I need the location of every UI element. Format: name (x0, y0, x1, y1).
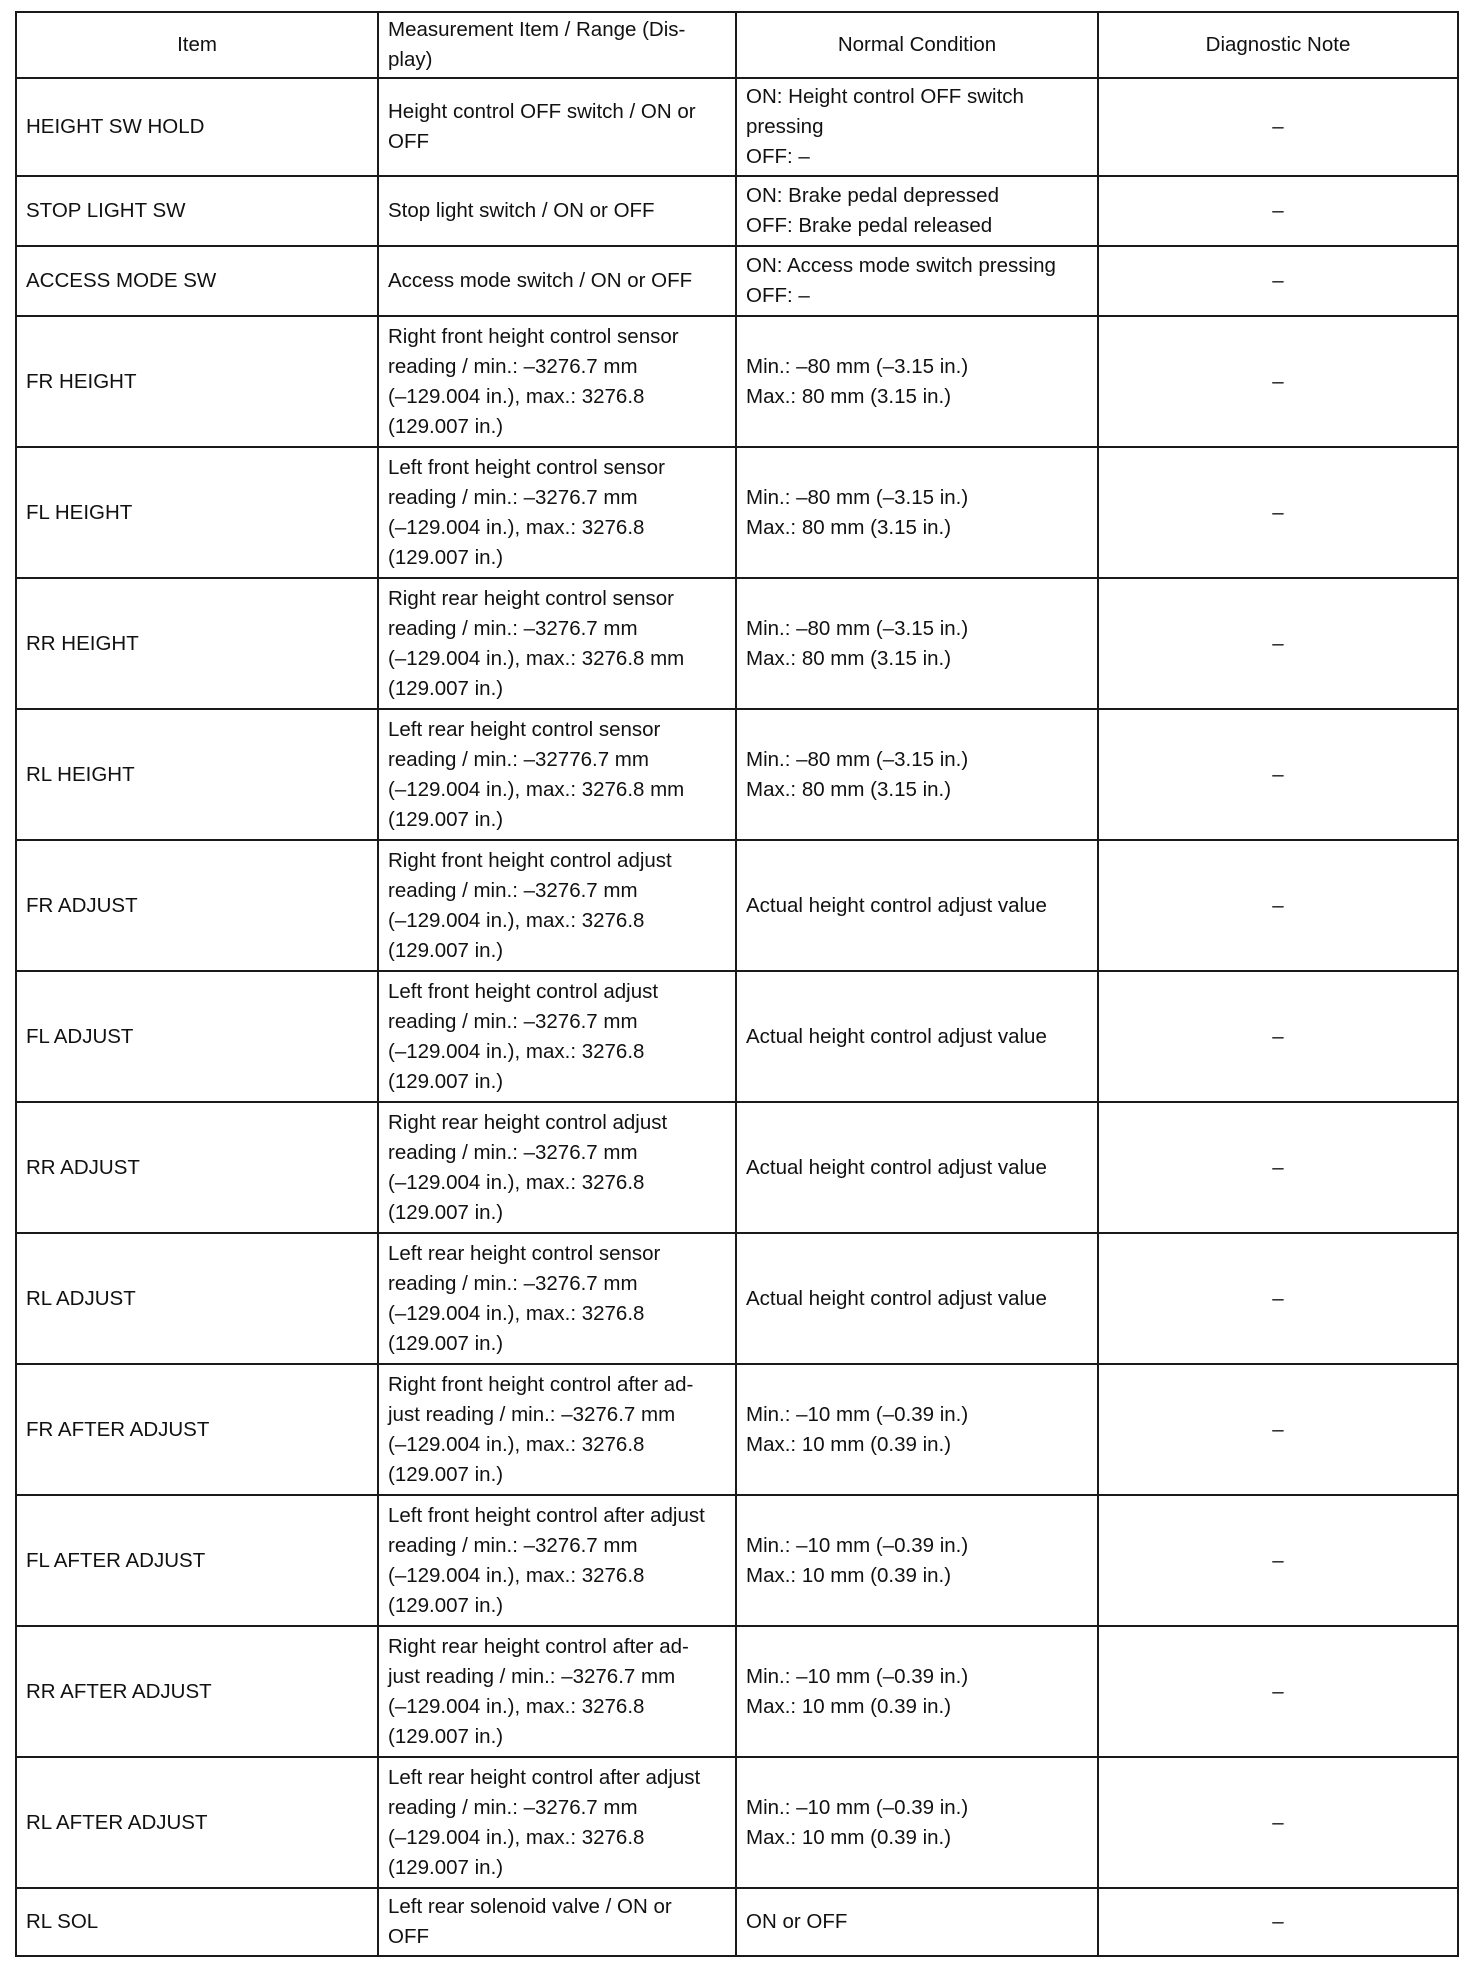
cell-measurement-range: Left rear height control sensor reading / min.: –3276.7 mm (–129.004 in.), max.: 3276.8 (129.007 in.) (378, 1233, 736, 1364)
cell-diagnostic-note: – (1098, 316, 1458, 447)
table-row (16, 447, 1458, 578)
table-row (16, 1757, 1458, 1888)
cell-diagnostic-note: – (1098, 578, 1458, 709)
table-header (16, 12, 1458, 78)
cell-normal-condition: Actual height control adjust value (736, 1102, 1098, 1233)
cell-measurement-range: Right rear height control after ad- just reading / min.: –3276.7 mm (–129.004 in.), max.: 3276.8 (129.007 in.) (378, 1626, 736, 1757)
table-row (16, 1626, 1458, 1757)
table-row (16, 1888, 1458, 1956)
table-row (16, 709, 1458, 840)
cell-normal-condition: Min.: –10 mm (–0.39 in.) Max.: 10 mm (0.39 in.) (736, 1757, 1098, 1888)
table-row (16, 246, 1458, 316)
cell-diagnostic-note: – (1098, 1495, 1458, 1626)
cell-normal-condition: Actual height control adjust value (736, 840, 1098, 971)
table-row (16, 1102, 1458, 1233)
cell-normal-condition: ON: Brake pedal depressed OFF: Brake pedal released (736, 176, 1098, 246)
table-body (16, 78, 1458, 1956)
cell-normal-condition: Min.: –80 mm (–3.15 in.) Max.: 80 mm (3.15 in.) (736, 709, 1098, 840)
cell-diagnostic-note: – (1098, 1626, 1458, 1757)
table-row (16, 78, 1458, 176)
cell-measurement-range: Left rear solenoid valve / ON or OFF (378, 1888, 736, 1956)
cell-normal-condition: Min.: –80 mm (–3.15 in.) Max.: 80 mm (3.15 in.) (736, 578, 1098, 709)
table-row (16, 1364, 1458, 1495)
cell-normal-condition: ON or OFF (736, 1888, 1098, 1956)
table-row (16, 971, 1458, 1102)
cell-diagnostic-note: – (1098, 176, 1458, 246)
table-row (16, 578, 1458, 709)
cell-diagnostic-note: – (1098, 971, 1458, 1102)
cell-normal-condition: Min.: –80 mm (–3.15 in.) Max.: 80 mm (3.15 in.) (736, 316, 1098, 447)
cell-item: FL AFTER ADJUST (16, 1495, 378, 1626)
header-normal-condition: Normal Condition (736, 12, 1098, 78)
cell-diagnostic-note: – (1098, 447, 1458, 578)
cell-diagnostic-note: – (1098, 78, 1458, 176)
header-item: Item (16, 12, 378, 78)
cell-item: RR HEIGHT (16, 578, 378, 709)
cell-measurement-range: Right front height control after ad- just reading / min.: –3276.7 mm (–129.004 in.), max.: 3276.8 (129.007 in.) (378, 1364, 736, 1495)
cell-normal-condition: Min.: –80 mm (–3.15 in.) Max.: 80 mm (3.15 in.) (736, 447, 1098, 578)
cell-measurement-range: Left rear height control sensor reading / min.: –32776.7 mm (–129.004 in.), max.: 3276.8 mm (129.007 in.) (378, 709, 736, 840)
header-row (16, 12, 1458, 78)
cell-measurement-range: Right rear height control adjust reading / min.: –3276.7 mm (–129.004 in.), max.: 3276.8 (129.007 in.) (378, 1102, 736, 1233)
cell-diagnostic-note: – (1098, 709, 1458, 840)
table-row (16, 840, 1458, 971)
cell-item: FL ADJUST (16, 971, 378, 1102)
cell-diagnostic-note: – (1098, 840, 1458, 971)
cell-measurement-range: Right front height control adjust reading / min.: –3276.7 mm (–129.004 in.), max.: 3276.8 (129.007 in.) (378, 840, 736, 971)
cell-diagnostic-note: – (1098, 246, 1458, 316)
cell-diagnostic-note: – (1098, 1102, 1458, 1233)
cell-measurement-range: Left front height control sensor reading / min.: –3276.7 mm (–129.004 in.), max.: 3276.8 (129.007 in.) (378, 447, 736, 578)
cell-measurement-range: Access mode switch / ON or OFF (378, 246, 736, 316)
cell-item: RL AFTER ADJUST (16, 1757, 378, 1888)
cell-item: FR ADJUST (16, 840, 378, 971)
table-row (16, 176, 1458, 246)
cell-item: HEIGHT SW HOLD (16, 78, 378, 176)
cell-diagnostic-note: – (1098, 1364, 1458, 1495)
cell-measurement-range: Stop light switch / ON or OFF (378, 176, 736, 246)
cell-measurement-range: Left rear height control after adjust reading / min.: –3276.7 mm (–129.004 in.), max.: 3276.8 (129.007 in.) (378, 1757, 736, 1888)
cell-normal-condition: Actual height control adjust value (736, 971, 1098, 1102)
cell-item: RR ADJUST (16, 1102, 378, 1233)
data-list-table (15, 11, 1459, 1957)
cell-item: RL SOL (16, 1888, 378, 1956)
table-row (16, 316, 1458, 447)
cell-diagnostic-note: – (1098, 1888, 1458, 1956)
cell-measurement-range: Left front height control after adjust reading / min.: –3276.7 mm (–129.004 in.), max.: 3276.8 (129.007 in.) (378, 1495, 736, 1626)
table-row (16, 1233, 1458, 1364)
cell-normal-condition: ON: Access mode switch pressing OFF: – (736, 246, 1098, 316)
cell-normal-condition: Actual height control adjust value (736, 1233, 1098, 1364)
cell-normal-condition: Min.: –10 mm (–0.39 in.) Max.: 10 mm (0.39 in.) (736, 1495, 1098, 1626)
cell-item: RL ADJUST (16, 1233, 378, 1364)
cell-measurement-range: Height control OFF switch / ON or OFF (378, 78, 736, 176)
cell-item: FL HEIGHT (16, 447, 378, 578)
cell-measurement-range: Right rear height control sensor reading / min.: –3276.7 mm (–129.004 in.), max.: 3276.8 mm (129.007 in.) (378, 578, 736, 709)
header-diagnostic-note: Diagnostic Note (1098, 12, 1458, 78)
cell-item: STOP LIGHT SW (16, 176, 378, 246)
cell-normal-condition: Min.: –10 mm (–0.39 in.) Max.: 10 mm (0.39 in.) (736, 1626, 1098, 1757)
header-measurement-range: Measurement Item / Range (Dis- play) (378, 12, 736, 78)
cell-item: RL HEIGHT (16, 709, 378, 840)
cell-diagnostic-note: – (1098, 1233, 1458, 1364)
cell-normal-condition: ON: Height control OFF switch pressing OFF: – (736, 78, 1098, 176)
cell-measurement-range: Right front height control sensor reading / min.: –3276.7 mm (–129.004 in.), max.: 3276.8 (129.007 in.) (378, 316, 736, 447)
table-row (16, 1495, 1458, 1626)
cell-item: RR AFTER ADJUST (16, 1626, 378, 1757)
cell-diagnostic-note: – (1098, 1757, 1458, 1888)
cell-item: FR HEIGHT (16, 316, 378, 447)
cell-item: ACCESS MODE SW (16, 246, 378, 316)
cell-measurement-range: Left front height control adjust reading / min.: –3276.7 mm (–129.004 in.), max.: 3276.8 (129.007 in.) (378, 971, 736, 1102)
cell-item: FR AFTER ADJUST (16, 1364, 378, 1495)
cell-normal-condition: Min.: –10 mm (–0.39 in.) Max.: 10 mm (0.39 in.) (736, 1364, 1098, 1495)
